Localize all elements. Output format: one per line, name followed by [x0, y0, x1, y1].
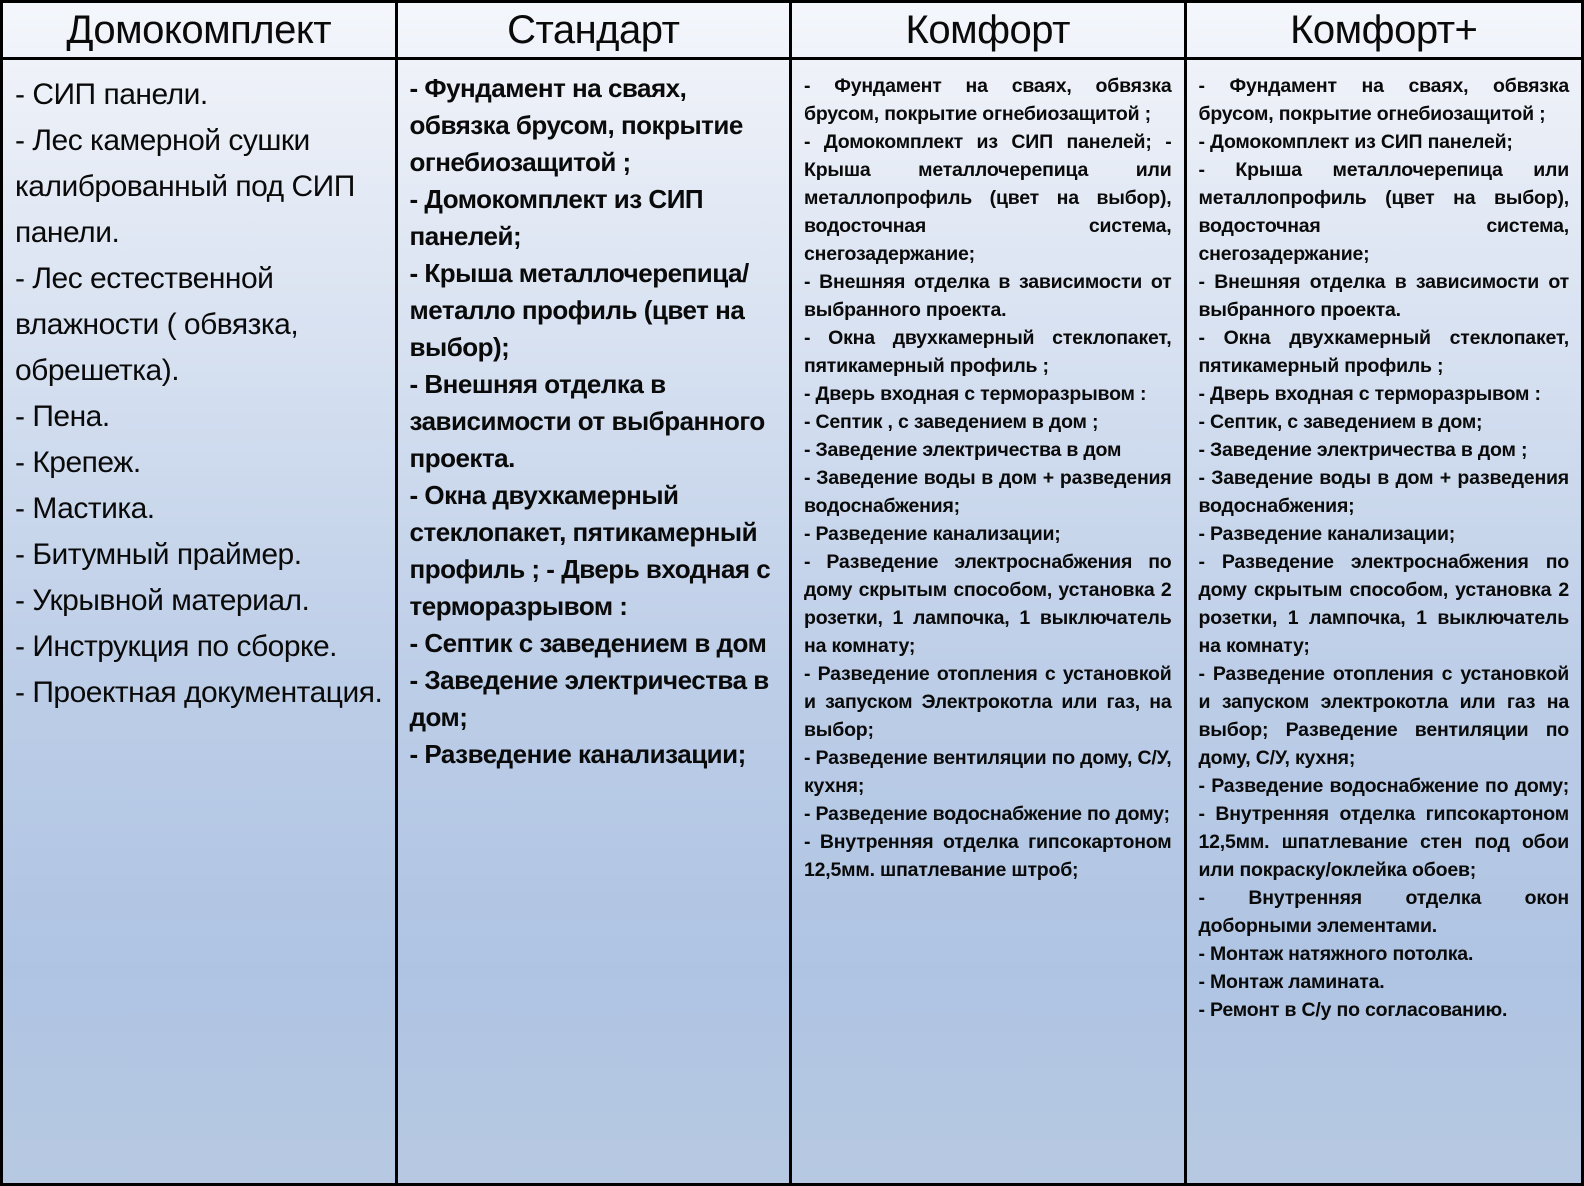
list-item: - Укрывной материал.: [15, 584, 310, 617]
list-item: - Окна двухкамерный стеклопакет, пятикамерный профиль ;: [804, 327, 1172, 377]
list-item: - Домокомплект из СИП панелей; - Крыша металлочерепица или металлопрофиль (цвет на выбор), водосточная система, снегозадержание;: [804, 131, 1172, 265]
list-item: - Разведение канализации;: [1198, 523, 1456, 545]
column-header-komfort-plus: [1187, 3, 1582, 60]
column-body-domokomplekt: [3, 60, 398, 1183]
list-item: - Пена.: [15, 400, 110, 433]
list-item: - Инструкция по сборке.: [15, 630, 337, 663]
list-item: - Септик с заведением в дом: [409, 628, 767, 658]
list-item: - Разведение электроснабжения по дому скрытым способом, установка 2 розетки, 1 лампочка, 1 выключатель на комнату;: [1198, 551, 1569, 657]
list-item: - Проектная документация.: [15, 676, 383, 709]
list-item: - Окна двухкамерный стеклопакет, пятикамерный профиль ;: [1198, 327, 1569, 377]
list-item: - Крыша металлочерепица или металлопрофиль (цвет на выбор), водосточная система, снегозадержание;: [1198, 159, 1569, 265]
list-item: - Заведение электричества в дом;: [409, 665, 769, 732]
column-header-standart: [398, 3, 793, 60]
list-item: - Битумный праймер.: [15, 538, 302, 571]
list-item: - Септик, с заведением в дом;: [1198, 411, 1483, 433]
list-item: - Внутренняя отделка гипсокартоном 12,5мм. шпатлевание штроб;: [804, 831, 1172, 881]
column-header-domokomplekt: [3, 3, 398, 60]
list-item: - Заведение электричества в дом: [804, 439, 1122, 461]
list-item: - СИП панели.: [15, 78, 208, 111]
list-item: - Монтаж ламината.: [1198, 971, 1385, 993]
list-item: - Фундамент на сваях, обвязка брусом, покрытие огнебиозащитой ;: [804, 75, 1172, 125]
list-item: - Заведение воды в дом + разведения водоснабжения;: [804, 467, 1172, 517]
column-header-label: Комфорт: [905, 7, 1070, 52]
column-header-label: Домокомплект: [66, 7, 332, 52]
list-item: - Монтаж натяжного потолка.: [1198, 943, 1474, 965]
column-body-standart: [398, 60, 793, 1183]
list-item: - Мастика.: [15, 492, 155, 525]
list-item: - Дверь входная с терморазрывом :: [804, 383, 1147, 405]
list-item: - Внутренняя отделка окон доборными элементами.: [1198, 887, 1569, 937]
list-item: - Внешняя отделка в зависимости от выбранного проекта.: [409, 369, 765, 473]
list-item: - Разведение вентиляции по дому, С/У, кухня;: [804, 747, 1172, 797]
list-item: - Крыша металлочерепица/металло профиль (цвет на выбор);: [409, 258, 749, 362]
list-item: - Крепеж.: [15, 446, 141, 479]
list-item: - Домокомплект из СИП панелей;: [1198, 131, 1513, 153]
list-item: - Окна двухкамерный стеклопакет, пятикамерный профиль ; - Дверь входная с терморазрывом :: [409, 480, 771, 621]
list-item: - Разведение водоснабжение по дому;: [804, 803, 1170, 825]
list-item: - Дверь входная с терморазрывом :: [1198, 383, 1541, 405]
list-item: - Домокомплект из СИП панелей;: [409, 184, 704, 251]
list-item: - Заведение электричества в дом ;: [1198, 439, 1528, 461]
list-item: - Разведение канализации;: [409, 739, 746, 769]
list-item: - Ремонт в С/у по согласованию.: [1198, 999, 1508, 1021]
column-header-komfort: [792, 3, 1187, 60]
list-item: - Внешняя отделка в зависимости от выбранного проекта.: [1198, 271, 1569, 321]
list-item: - Заведение воды в дом + разведения водоснабжения;: [1198, 467, 1569, 517]
column-body-komfort: [792, 60, 1187, 1183]
list-item: - Фундамент на сваях, обвязка брусом, покрытие огнебиозащитой ;: [409, 73, 743, 177]
column-header-label: Стандарт: [507, 7, 680, 52]
list-item: - Разведение отопления с установкой и запуском Электрокотла или газ, на выбор;: [804, 663, 1172, 741]
list-item: - Разведение отопления с установкой и запуском электрокотла или газ на выбор; Разведение вентиляции по дому, С/У, кухня;: [1198, 663, 1569, 769]
list-item: - Разведение канализации;: [804, 523, 1061, 545]
column-body-komfort-plus: [1187, 60, 1582, 1183]
list-item: - Разведение электроснабжения по дому скрытым способом, установка 2 розетки, 1 лампочка, 1 выключатель на комнату;: [804, 551, 1172, 657]
list-item: - Лес естественной влажности ( обвязка, обрешетка).: [15, 262, 299, 387]
list-item: - Септик , с заведением в дом ;: [804, 411, 1099, 433]
list-item: - Разведение водоснабжение по дому; - Внутренняя отделка гипсокартоном 12,5мм. шпатлевание стен под обои или покраску/оклейка обоев;: [1198, 775, 1569, 881]
list-item: - Внешняя отделка в зависимости от выбранного проекта.: [804, 271, 1172, 321]
column-header-label: Комфорт+: [1290, 7, 1478, 52]
list-item: - Фундамент на сваях, обвязка брусом, покрытие огнебиозащитой ;: [1198, 75, 1569, 125]
list-item: - Лес камерной сушки калиброванный под СИП панели.: [15, 124, 355, 249]
